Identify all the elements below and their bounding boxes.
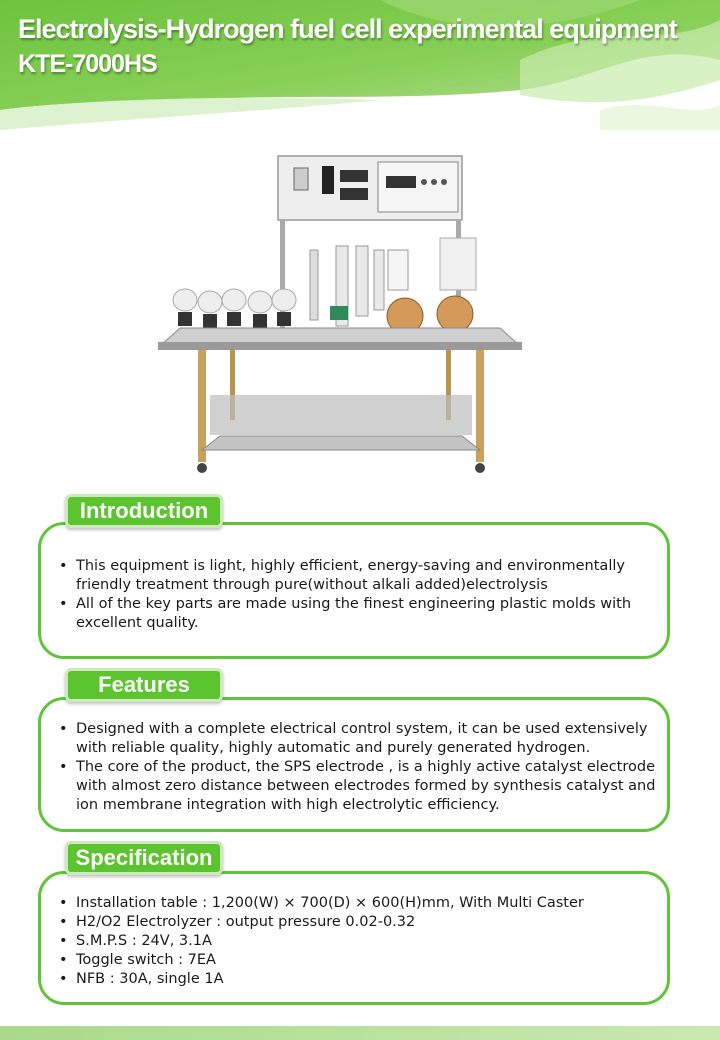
- specification-section: [38, 871, 670, 1005]
- model-number: KTE-7000HS: [18, 50, 157, 78]
- introduction-section: [38, 522, 670, 659]
- features-list: [41, 720, 667, 815]
- footer-bar: [0, 1026, 720, 1040]
- list-item: • Designed with a complete electrical control system, it can be used extensively with reliable quality, highly automatic and purely generated hydrogen.: [76, 720, 667, 758]
- list-item: • H2/O2 Electrolyzer : output pressure 0.02-0.32: [76, 913, 667, 932]
- specification-heading: Specification: [65, 841, 223, 875]
- list-item: • This equipment is light, highly efficient, energy-saving and environmentally friendly treatment through pure(without alkali added)electrolysis: [76, 557, 667, 595]
- list-item: • Toggle switch : 7EA: [76, 951, 667, 970]
- list-item: • S.M.P.S : 24V, 3.1A: [76, 932, 667, 951]
- list-item: • The core of the product, the SPS electrode , is a highly active catalyst electrode with almost zero distance between electrodes formed by synthesis catalyst and ion membrane integration with high electrolytic efficiency.: [76, 758, 667, 815]
- list-item: • Installation table : 1,200(W) × 700(D) × 600(H)mm, With Multi Caster: [76, 894, 667, 913]
- product-image: [150, 150, 530, 480]
- features-heading: Features: [65, 668, 223, 702]
- specification-list: [41, 894, 667, 989]
- introduction-heading: Introduction: [65, 494, 223, 528]
- list-item: • NFB : 30A, single 1A: [76, 970, 667, 989]
- introduction-list: [41, 557, 667, 633]
- header-banner: [0, 0, 720, 130]
- features-section: [38, 697, 670, 832]
- list-item: • All of the key parts are made using the finest engineering plastic molds with excellent quality.: [76, 595, 667, 633]
- page-title: Electrolysis-Hydrogen fuel cell experimental equipment: [18, 14, 677, 44]
